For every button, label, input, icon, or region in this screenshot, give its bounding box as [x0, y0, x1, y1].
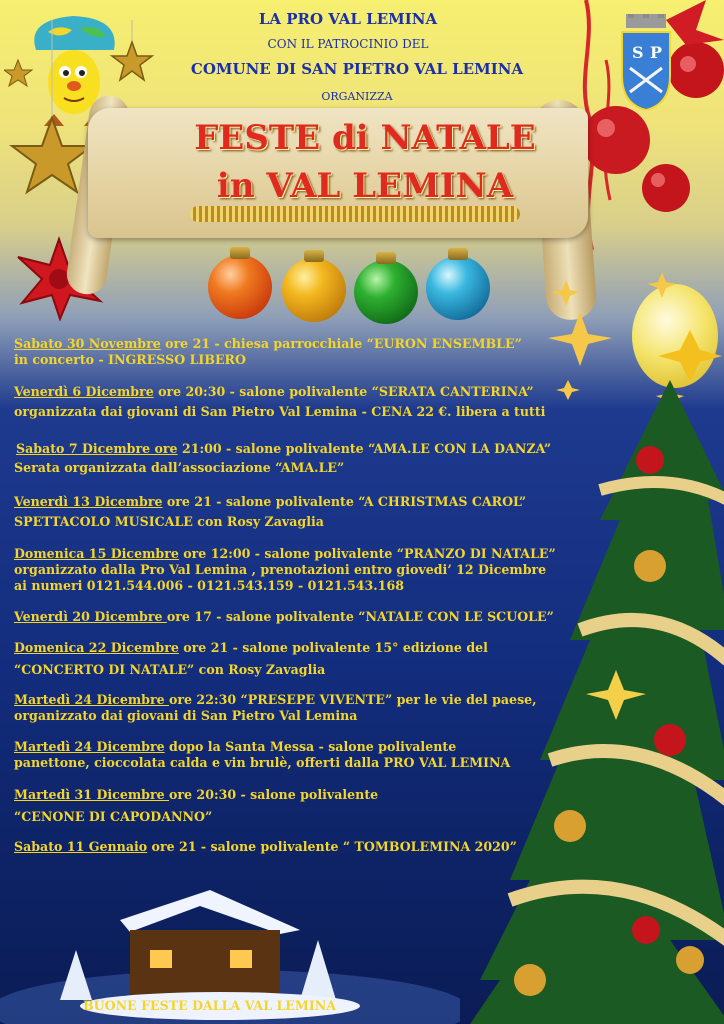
- event-item: [14, 739, 604, 771]
- event-detail: dopo la Santa Messa - salone polivalente: [164, 739, 457, 754]
- event-detail-line2: organizzata dai giovani di San Pietro Val Lemina - CENA 22 €. libera a tutti: [14, 404, 546, 419]
- event-date: Martedì 31 Dicembre: [14, 787, 169, 802]
- event-item: [14, 609, 604, 625]
- event-date: Sabato 30 Novembre: [14, 336, 161, 351]
- event-detail: ore 22:30 “PRESEPE VIVENTE” per le vie del paese,: [169, 692, 537, 707]
- event-date: Martedì 24 Dicembre: [14, 692, 169, 707]
- event-detail-line2: “CENONE DI CAPODANNO”: [14, 809, 213, 824]
- svg-text:P: P: [650, 43, 663, 62]
- event-detail-line2: panettone, cioccolata calda e vin brulè, offerti dalla PRO VAL LEMINA: [14, 755, 511, 770]
- event-detail: ore 21 - salone polivalente “ TOMBOLEMINA 2020”: [147, 839, 517, 854]
- event-date: Sabato 11 Gennaio: [14, 839, 148, 854]
- event-item: [14, 787, 604, 825]
- event-detail: ore 21 - chiesa parrocchiale “EURON ENSEMBLE”: [160, 336, 522, 351]
- svg-text:S: S: [632, 43, 644, 62]
- event-item: [14, 692, 604, 724]
- organizer-name: LA PRO VAL LEMINA: [258, 10, 438, 28]
- event-item: [14, 640, 604, 678]
- gold-ornament-ball: [282, 258, 346, 322]
- event-detail-line2: “CONCERTO DI NATALE” con Rosy Zavaglia: [14, 662, 326, 677]
- event-detail: ore 20:30 - salone polivalente: [169, 787, 379, 802]
- event-date: Sabato 7 Dicembre ore: [16, 441, 178, 456]
- event-detail-line2: SPETTACOLO MUSICALE con Rosy Zavaglia: [14, 514, 324, 529]
- event-detail-line2: Serata organizzata dall’associazione “AMA.LE”: [14, 460, 345, 475]
- gold-garland-decoration: [190, 206, 520, 222]
- event-detail: 21:00 - salone polivalente “AMA.LE CON LA DANZA”: [177, 441, 552, 456]
- orange-ornament-ball: [208, 255, 272, 319]
- event-item: [14, 336, 604, 368]
- event-detail-line2: in concerto - INGRESSO LIBERO: [14, 352, 246, 367]
- event-detail-line2: organizzato dai giovani di San Pietro Val Lemina: [14, 708, 358, 723]
- event-detail: ore 21 - salone polivalente 15° edizione del: [178, 640, 488, 655]
- poster-title-line1: FESTE di NATALE: [194, 118, 536, 158]
- event-date: Domenica 15 Dicembre: [14, 546, 179, 561]
- footer-greeting: BUONE FESTE DALLA VAL LEMINA: [83, 998, 337, 1013]
- event-date: Venerdì 13 Dicembre: [14, 494, 163, 509]
- event-item: [14, 494, 604, 530]
- event-item: [14, 546, 604, 594]
- event-item: [14, 384, 604, 420]
- event-detail: ore 12:00 - salone polivalente “PRANZO DI NATALE”: [178, 546, 556, 561]
- event-detail-line3: ai numeri 0121.544.006 - 0121.543.159 - 0121.543.168: [14, 578, 404, 593]
- poster-title-line2: in VAL LEMINA: [216, 166, 514, 206]
- municipality-name: COMUNE DI SAN PIETRO VAL LEMINA: [190, 60, 524, 78]
- event-date: Domenica 22 Dicembre: [14, 640, 179, 655]
- event-detail: ore 17 - salone polivalente “NATALE CON LE SCUOLE”: [166, 609, 554, 624]
- event-item: [16, 441, 606, 476]
- event-detail: ore 20:30 - salone polivalente “SERATA CANTERINA”: [153, 384, 534, 399]
- event-detail-line2: organizzato dalla Pro Val Lemina , prenotazioni entro giovedi’ 12 Dicembre: [14, 562, 547, 577]
- blue-ornament-ball: [426, 256, 490, 320]
- patronage-text: CON IL PATROCINIO DEL: [267, 37, 429, 51]
- event-detail: ore 21 - salone polivalente “A CHRISTMAS CAROL”: [162, 494, 527, 509]
- event-date: Martedì 24 Dicembre: [14, 739, 165, 754]
- event-date: Venerdì 6 Dicembre: [14, 384, 154, 399]
- green-ornament-ball: [354, 260, 418, 324]
- event-date: Venerdì 20 Dicembre: [14, 609, 167, 624]
- event-item: [14, 839, 604, 855]
- organizes-text: ORGANIZZA: [321, 90, 393, 103]
